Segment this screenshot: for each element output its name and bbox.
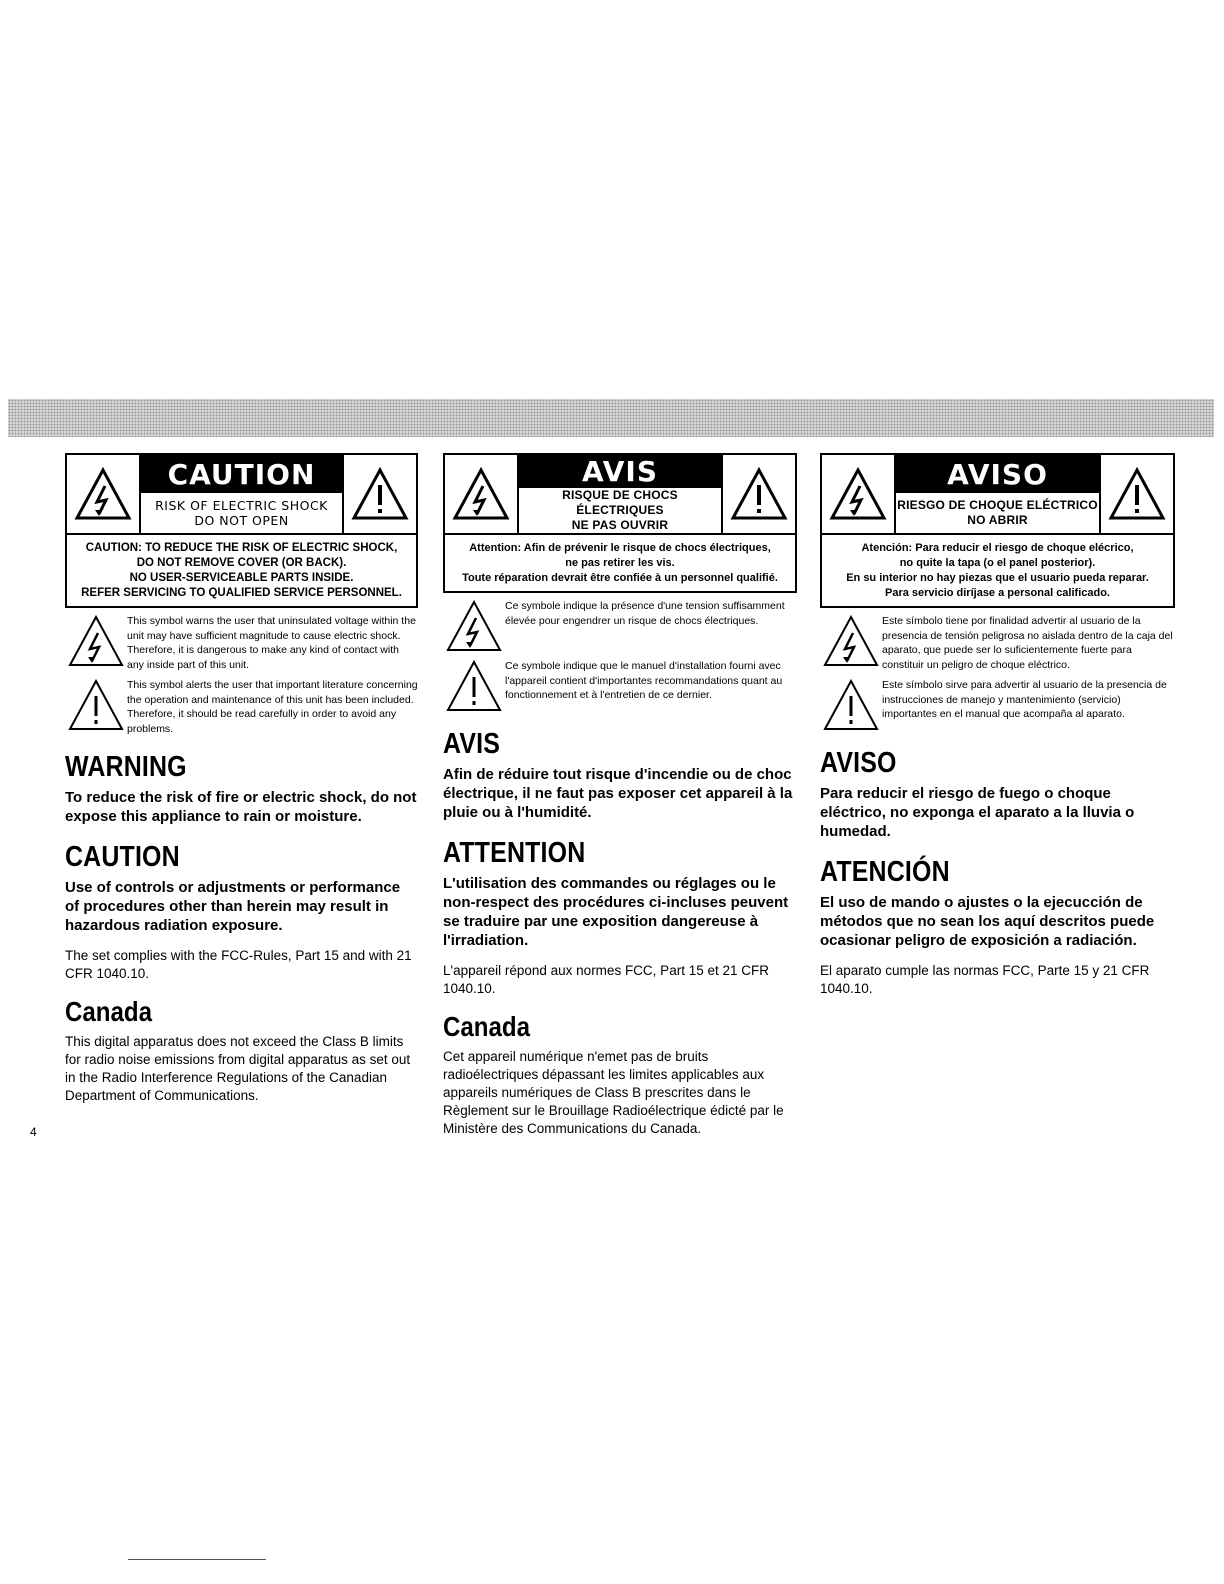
caution-label (65, 453, 418, 608)
symbol-description: Ce symbole indique que le manuel d'installation fourni avec l'appareil contient d'importantes recommandations quant au fonctionnement et à l'entretien de ce dernier. (505, 660, 783, 701)
shock-warning-icon (67, 455, 141, 533)
symbol-description: Ce symbole indique la présence d'une tension suffisamment élevée pour engendrer un risque de chocs électriques. (505, 600, 785, 627)
warning-text: Para reducir el riesgo de fuego o choque eléctrico, no exponga el aparato a la lluvia o humedad. (820, 785, 1135, 840)
label-body-line: ne pas retirer les vis. (565, 557, 675, 569)
label-sub-line: RISQUE DE CHOCS ÉLECTRIQUES (562, 488, 678, 517)
column-english (65, 453, 418, 1105)
section-heading: Canada (443, 1011, 530, 1042)
label-sub-line: DO NOT OPEN (194, 513, 289, 528)
label-body-line: CAUTION: TO REDUCE THE RISK OF ELECTRIC SHOCK, (85, 542, 398, 554)
divider (128, 1559, 266, 1560)
shock-warning-icon (443, 599, 505, 653)
exclamation-icon (1099, 455, 1173, 533)
shock-warning-icon (65, 614, 127, 668)
section-heading: Canada (65, 996, 152, 1027)
caution-text: El uso de mando o ajustes o la ejecucción de métodos que no sean los aquí descritos puede ocasionar peligro de exposición a radiación. (820, 894, 1155, 949)
label-body-line: En su interior no hay piezas que el usuario pueda reparar. (846, 572, 1149, 584)
page-number: 4 (30, 1125, 37, 1139)
header-band (8, 399, 1214, 437)
caution-text: L'utilisation des commandes ou réglages ou le non-respect des procédures ci-incluses peuvent se traduire par une exposition dangereuse à l'irradiation. (443, 875, 789, 949)
section-heading: CAUTION (65, 841, 180, 873)
fcc-text: The set complies with the FCC-Rules, Part 15 and with 21 CFR 1040.10. (65, 948, 412, 981)
symbol-description: Este símbolo sirve para advertir al usuario de la presencia de instrucciones de manejo y mantenimiento (servicio) importantes en el manual que acompaña al aparato. (882, 679, 1167, 720)
warning-text: Afin de réduire tout risque d'incendie ou de choc électrique, il ne faut pas exposer cet appareil à la pluie ou à l'humidité. (443, 766, 793, 821)
label-title: CAUTION (141, 455, 342, 493)
label-body-line: no quite la tapa (o el panel posterior). (899, 557, 1096, 569)
exclamation-icon (721, 455, 795, 533)
exclamation-icon (820, 678, 882, 732)
label-body-line: NO USER-SERVICEABLE PARTS INSIDE. (129, 572, 354, 584)
section-heading: ATTENTION (443, 837, 586, 869)
caution-label (820, 453, 1175, 608)
label-body-line: Atención: Para reducir el riesgo de choque elécrico, (861, 542, 1134, 554)
warning-text: To reduce the risk of fire or electric shock, do not expose this appliance to rain or moisture. (65, 789, 417, 825)
canada-text: This digital apparatus does not exceed the Class B limits for radio noise emissions from digital apparatus as set out in the Radio Interference Regulations of the Canadian Department of Communications. (65, 1034, 411, 1103)
section-heading: ATENCIÓN (820, 856, 950, 888)
label-sub-line: NE PAS OUVRIR (571, 518, 669, 532)
exclamation-icon (342, 455, 416, 533)
shock-warning-icon (822, 455, 896, 533)
section-heading: AVISO (820, 747, 897, 779)
label-body-line: REFER SERVICING TO QUALIFIED SERVICE PERSONNEL. (81, 587, 402, 599)
label-title: AVISO (896, 455, 1099, 493)
section-heading: AVIS (443, 728, 501, 760)
label-title: AVIS (519, 455, 721, 488)
label-sub-line: RISK OF ELECTRIC SHOCK (155, 498, 328, 513)
label-body-line: Para servicio diríjase a personal calificado. (884, 587, 1110, 599)
column-french (443, 453, 797, 1138)
label-body-line: Attention: Afin de prévenir le risque de chocs électriques, (469, 542, 771, 554)
label-sub-line: RIESGO DE CHOQUE ELÉCTRICO (897, 498, 1098, 512)
label-sub-line: NO ABRIR (967, 513, 1028, 527)
fcc-text: L'appareil répond aux normes FCC, Part 15 et 21 CFR 1040.10. (443, 963, 769, 996)
shock-warning-icon (820, 614, 882, 668)
symbol-description: This symbol warns the user that uninsulated voltage within the unit may have sufficient magnitude to cause electric shock. Therefore, it is dangerous to make any kind of contact with any inside part of this unit. (127, 615, 416, 671)
exclamation-icon (65, 678, 127, 732)
label-body-line: Toute réparation devrait être confiée à un personnel qualifié. (462, 572, 778, 584)
column-spanish (820, 453, 1175, 998)
section-heading: WARNING (65, 751, 187, 783)
symbol-description: This symbol alerts the user that important literature concerning the operation and maintenance of this unit has been included. Therefore, it should be read carefully in order to avoid any problems. (127, 679, 418, 735)
fcc-text: El aparato cumple las normas FCC, Parte 15 y 21 CFR 1040.10. (820, 963, 1150, 996)
caution-text: Use of controls or adjustments or performance of procedures other than herein may result in hazardous radiation exposure. (65, 879, 401, 934)
shock-warning-icon (445, 455, 519, 533)
caution-label (443, 453, 797, 593)
exclamation-icon (443, 659, 505, 713)
label-body-line: DO NOT REMOVE COVER (OR BACK). (136, 557, 347, 569)
symbol-description: Este símbolo tiene por finalidad advertir al usuario de la presencia de tensión peligrosa no aislada dentro de la caja del aparato, que puede ser lo suficientemente fuerte para constituir un peligro de choque eléctrico. (882, 615, 1173, 671)
canada-text: Cet appareil numérique n'emet pas de bruits radioélectriques dépassant les limites applicables aux appareils numériques de Class B prescrites dans le Règlement sur le Brouillage Radioélectrique édicté par le Ministère des Communications du Canada. (443, 1049, 784, 1136)
